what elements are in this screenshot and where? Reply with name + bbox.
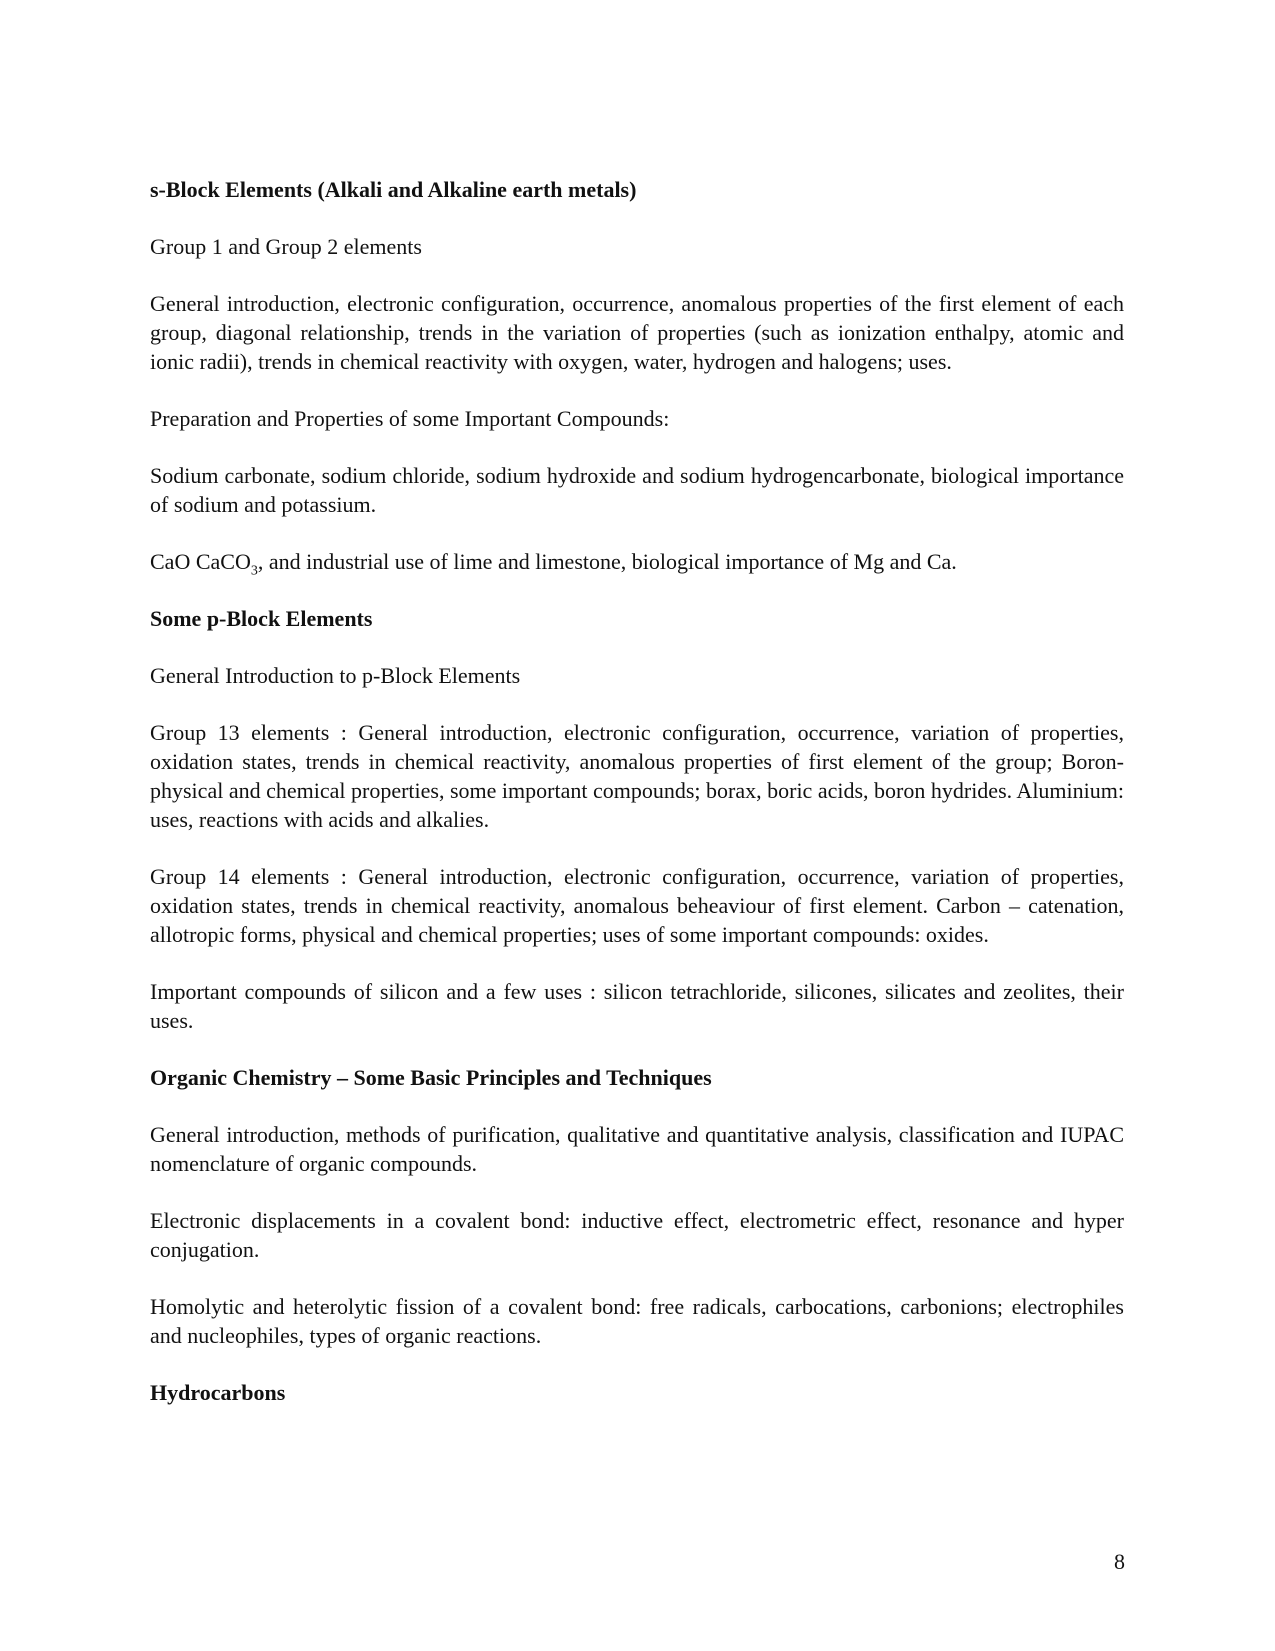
cao-text-after: , and industrial use of lime and limestone, biological importance of Mg and Ca. [257,549,957,574]
paragraph: Homolytic and heterolytic fission of a covalent bond: free radicals, carbocations, carbonions; electrophiles and nucleophiles, types of organic reactions. [150,1294,1124,1348]
paragraph: Electronic displacements in a covalent bond: inductive effect, electrometric effect, resonance and hyper conjugation. [150,1208,1124,1262]
paragraph: Preparation and Properties of some Important Compounds: [150,406,670,431]
paragraph: Group 13 elements : General introduction, electronic configuration, occurrence, variation of properties, oxidation states, trends in chemical reactivity, anomalous properties of first element of the group; Boron-physical and chemical properties, some important compounds; borax, boric acids, boron hydrides. Aluminium: uses, reactions with acids and alkalies. [150,720,1124,832]
section-heading-s-block: s-Block Elements (Alkali and Alkaline earth metals) [150,177,637,202]
paragraph: Sodium carbonate, sodium chloride, sodium hydroxide and sodium hydrogencarbonate, biological importance of sodium and potassium. [150,463,1124,517]
paragraph: General Introduction to p-Block Elements [150,663,521,688]
document-page [150,175,1124,1435]
cao-text-before: CaO CaCO [150,549,251,574]
section-heading-organic-chemistry: Organic Chemistry – Some Basic Principles and Techniques [150,1065,712,1090]
paragraph: General introduction, methods of purification, qualitative and quantitative analysis, classification and IUPAC nomenclature of organic compounds. [150,1122,1124,1176]
paragraph: Group 14 elements : General introduction, electronic configuration, occurrence, variation of properties, oxidation states, trends in chemical reactivity, anomalous beheaviour of first element. Carbon – catenation, allotropic forms, physical and chemical properties; uses of some important compounds: oxides. [150,864,1124,947]
section-heading-p-block: Some p-Block Elements [150,606,373,631]
section-heading-hydrocarbons: Hydrocarbons [150,1380,286,1405]
paragraph: Important compounds of silicon and a few uses : silicon tetrachloride, silicones, silicates and zeolites, their uses. [150,979,1124,1033]
page-number: 8 [1114,1549,1125,1574]
paragraph: Group 1 and Group 2 elements [150,234,422,259]
subscript-3: 3 [250,563,258,579]
paragraph: General introduction, electronic configuration, occurrence, anomalous properties of the first element of each group, diagonal relationship, trends in the variation of properties (such as ionization enthalpy, atomic and ionic radii), trends in chemical reactivity with oxygen, water, hydrogen and halogens; uses. [150,291,1124,374]
paragraph-cao-caco3 [150,547,1124,579]
